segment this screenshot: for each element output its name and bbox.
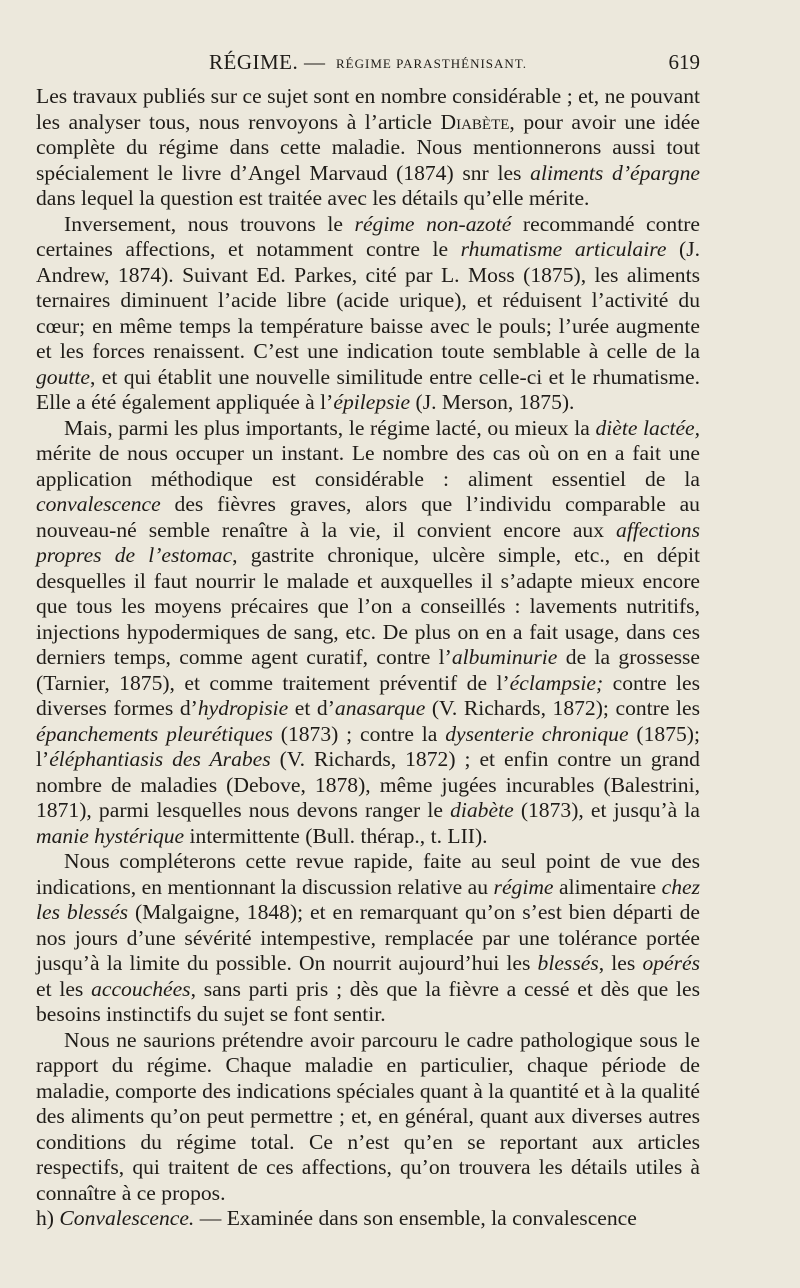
running-header — [36, 50, 700, 74]
paragraph-4: Nous compléterons cette revue rapide, faite au seul point de vue des indications, en mentionnant la discussion relative au régime alimentaire chez les blessés (Malgaigne, 1848); et en remarquant qu’on s’est bien départi de nos jours d’une sévérité intempestive, remplacée par une tolérance portée jusqu’à la limite du possible. On nourrit aujourd’hui les blessés, les opérés et les accouchées, sans parti pris ; dès que la fièvre a cessé et dès que les besoins instinctifs du sujet se font sentir. — [36, 849, 701, 1026]
paragraph-2: Inversement, nous trouvons le régime non-azoté recommandé contre certaines affections, et notamment contre le rhumatisme articulaire (J. Andrew, 1874). Suivant Ed. Parkes, cité par L. Moss (1875), les aliments ternaires diminuent l’acide libre (acide urique), et réduisent l’activité du cœur; en même temps la température baisse avec le pouls; l’urée augmente et les forces renaissent. C’est une indication toute semblable à celle de la goutte, et qui établit une nouvelle similitude entre celle-ci et le rhumatisme. Elle a été également appliquée à l’épilepsie (J. Merson, 1875). — [36, 211, 700, 414]
paragraph-3: Mais, parmi les plus importants, le régime lacté, ou mieux la diète lactée, mérite de nous occuper un instant. Le nombre des cas où on en a fait une application méthodique est considérable : aliment essentiel de la convalescence des fièvres graves, alors que l’individu comparable au nouveau-né semble renaître à la vie, il convient encore aux affections propres de l’estomac, gastrite chronique, ulcère simple, etc., en dépit desquelles il faut nourrir le malade et auxquelles il s’adapte mieux encore que tous les moyens précaires que l’on a conseillés : lavements nutritifs, injections hypodermiques de sang, etc. De plus on en a fait usage, dans ces derniers temps, comme agent curatif, contre l’albuminurie de la grossesse (Tarnier, 1875), et comme traitement préventif de l’éclampsie; contre les diverses formes d’hydropisie et d’anasarque (V. Richards, 1872); contre les épanchements pleurétiques (1873) ; contre la dysenterie chronique (1875); l’éléphantiasis des Arabes (V. Richards, 1872) ; et enfin contre un grand nombre de maladies (Debove, 1878), même jugées incurables (Balestrini, 1871), parmi lesquelles nous devons ranger le diabète (1873), et jusqu’à la manie hystérique intermittente (Bull. thérap., t. LII). — [36, 415, 701, 848]
section-heading-convalescence: h) Convalescence. — Examinée dans son ensemble, la convalescence — [36, 1206, 637, 1230]
header-subtitle: RÉGIME PARASTHÉNISANT. — [336, 56, 528, 71]
header-title: RÉGIME. — — [209, 50, 326, 74]
paragraph-5: Nous ne saurions prétendre avoir parcouru le cadre pathologique sous le rapport du régime. Chaque maladie en particulier, chaque période de maladie, comporte des indications spéciales quant à la quantité et à la qualité des aliments qu’on peut permettre ; et, en général, quant aux diverses autres conditions du régime total. Ce n’est qu’en se reportant aux articles respectifs, qui traitent de ces affections, qu’on trouvera les détails utiles à connaître à ce propos. — [36, 1027, 700, 1205]
cross-reference: Diabète — [440, 109, 510, 134]
paragraph-1: Les travaux publiés sur ce sujet sont en nombre considérable ; et, ne pouvant les analyser tous, nous renvoyons à l’article Diabète, pour avoir une idée complète du régime dans cette maladie. Nous mentionnerons aussi tout spécialement le livre d’Angel Marvaud (1874) snr les aliments d’épargne dans lequel la question est traitée avec les détails qu’elle mérite. — [36, 84, 700, 210]
page-number: 619 — [668, 50, 700, 74]
body-text — [36, 84, 700, 1232]
